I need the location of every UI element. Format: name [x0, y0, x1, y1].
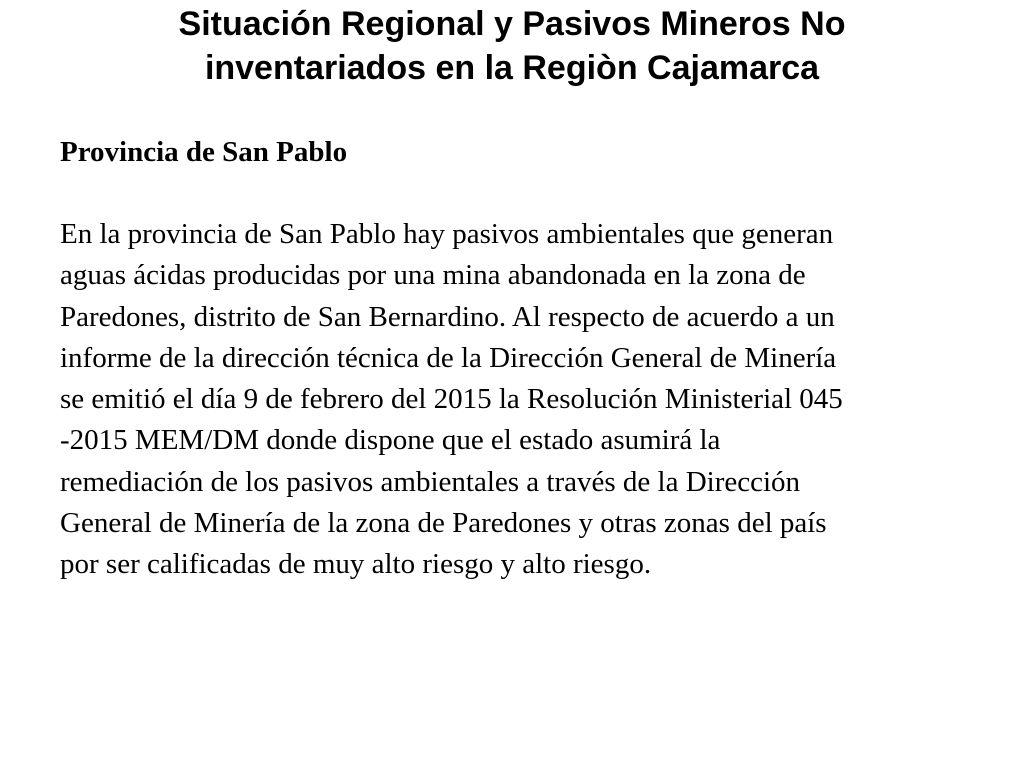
slide-title-line: inventariados en la Regiòn Cajamarca [204, 49, 820, 87]
body-line: Paredones, distrito de San Bernardino. Al respecto de acuerdo a un [60, 300, 835, 333]
body-line: General de Minería de la zona de Paredones y otras zonas del país [60, 507, 827, 540]
body-line: se emitió el día 9 de febrero del 2015 la Resolución Ministerial 045 [60, 383, 843, 416]
body-line: -2015 MEM/DM donde dispone que el estado asumirá la [60, 424, 721, 457]
section-heading: Provincia de San Pablo [60, 136, 348, 168]
body-line: remediación de los pasivos ambientales a través de la Dirección [60, 465, 801, 498]
body-paragraph [60, 214, 1000, 586]
slide-title [40, 2, 984, 90]
body-line: En la provincia de San Pablo hay pasivos ambientales que generan [60, 218, 834, 250]
body-line: por ser calificadas de muy alto riesgo y alto riesgo. [60, 548, 652, 581]
slide-title-line: Situación Regional y Pasivos Mineros No [178, 5, 846, 43]
body-line: informe de la dirección técnica de la Dirección General de Minería [60, 341, 837, 374]
body-line: aguas ácidas producidas por una mina abandonada en la zona de [60, 259, 806, 292]
